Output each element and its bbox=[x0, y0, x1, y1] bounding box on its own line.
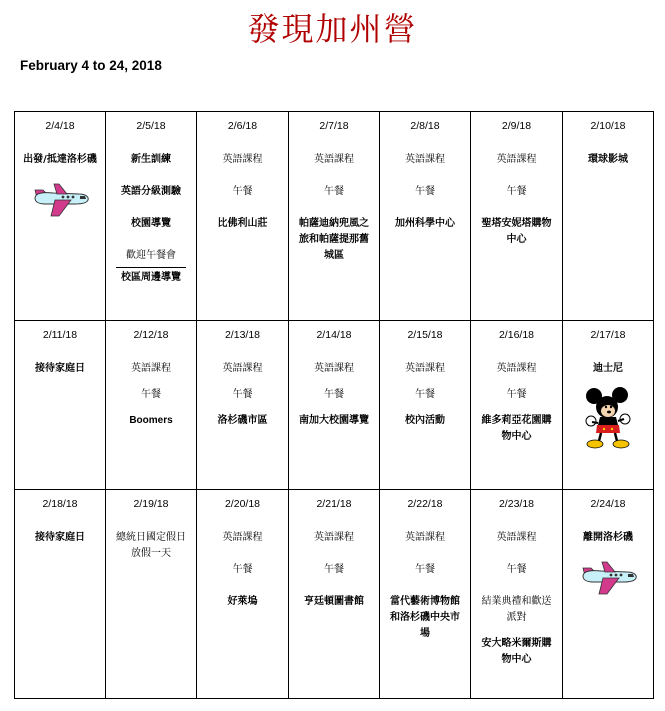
activity: 英語課程 bbox=[496, 363, 537, 374]
activity: 環球影城 bbox=[588, 154, 628, 165]
airplane-icon bbox=[577, 556, 639, 596]
activity: 校內活動 bbox=[405, 415, 445, 426]
activity: 好萊塢 bbox=[227, 596, 258, 607]
week-row bbox=[15, 490, 654, 699]
week-row bbox=[15, 321, 654, 490]
date-label: 2/22/18 bbox=[407, 498, 443, 510]
date-label: 2/11/18 bbox=[42, 329, 78, 341]
date-label: 2/15/18 bbox=[407, 329, 443, 341]
day-cell bbox=[380, 112, 471, 321]
activity: 午餐 bbox=[415, 389, 435, 400]
activity: 校區周邊導覽 bbox=[121, 272, 181, 283]
day-cell bbox=[106, 112, 197, 321]
date-label: 2/8/18 bbox=[410, 120, 440, 132]
activity: 接待家庭日 bbox=[35, 532, 85, 543]
activity: 英語課程 bbox=[496, 154, 537, 165]
activity: 英語課程 bbox=[222, 363, 263, 374]
date-range: February 4 to 24, 2018 bbox=[20, 58, 162, 73]
activity: 英語分級測驗 bbox=[121, 186, 181, 197]
date-label: 2/16/18 bbox=[498, 329, 535, 341]
activity: 英語課程 bbox=[222, 532, 263, 543]
airplane-icon bbox=[29, 178, 91, 218]
day-cell bbox=[471, 112, 563, 321]
activity: 歡迎午餐會 bbox=[126, 250, 176, 261]
date-label: 2/6/18 bbox=[227, 120, 258, 132]
day-cell bbox=[380, 321, 471, 490]
activity: 午餐 bbox=[415, 564, 435, 575]
day-cell bbox=[471, 321, 563, 490]
activity: 英語課程 bbox=[405, 532, 445, 543]
day-cell bbox=[563, 112, 654, 321]
activity: 英語課程 bbox=[131, 363, 171, 374]
activity: 午餐 bbox=[415, 186, 435, 197]
activity: 亨廷頓圖書館 bbox=[304, 596, 364, 607]
activity: Boomers bbox=[129, 415, 173, 426]
activity: 聖塔安妮塔購物中心 bbox=[481, 218, 552, 245]
activity: 當代藝術博物館和洛杉磯中央市場 bbox=[390, 596, 460, 639]
activity: 比佛利山莊 bbox=[217, 218, 268, 229]
day-cell bbox=[15, 490, 106, 699]
activity: 英語課程 bbox=[222, 154, 263, 165]
day-cell bbox=[289, 490, 380, 699]
date-label: 2/20/18 bbox=[224, 498, 261, 510]
activity: 英語課程 bbox=[314, 532, 354, 543]
activity: 結業典禮和歡送派對 bbox=[481, 596, 552, 623]
activity: 迪士尼 bbox=[593, 363, 623, 374]
date-label: 2/18/18 bbox=[42, 498, 78, 510]
activity: 洛杉磯市區 bbox=[217, 415, 268, 426]
day-cell bbox=[380, 490, 471, 699]
day-cell bbox=[15, 321, 106, 490]
activity: 維多莉亞花園購物中心 bbox=[481, 415, 552, 442]
day-cell bbox=[197, 490, 289, 699]
activity: 接待家庭日 bbox=[35, 363, 85, 374]
day-cell bbox=[563, 490, 654, 699]
activity: 午餐 bbox=[232, 564, 253, 575]
activity: 午餐 bbox=[506, 186, 527, 197]
date-label: 2/12/18 bbox=[133, 329, 169, 341]
week-row bbox=[15, 112, 654, 321]
activity: 新生訓練 bbox=[131, 154, 171, 165]
activity: 午餐 bbox=[324, 564, 344, 575]
date-label: 2/4/18 bbox=[45, 120, 75, 132]
day-cell bbox=[106, 321, 197, 490]
date-label: 2/10/18 bbox=[590, 120, 626, 132]
activity: 安大略米爾斯購物中心 bbox=[481, 638, 552, 665]
date-label: 2/9/18 bbox=[501, 120, 532, 132]
mickey-mouse-icon bbox=[583, 387, 633, 451]
day-cell bbox=[197, 112, 289, 321]
date-label: 2/17/18 bbox=[590, 329, 626, 341]
day-cell bbox=[471, 490, 563, 699]
activity: 午餐 bbox=[141, 389, 161, 400]
date-label: 2/14/18 bbox=[316, 329, 352, 341]
activity: 出發/抵達洛杉磯 bbox=[23, 154, 97, 165]
day-cell bbox=[563, 321, 654, 490]
activity: 英語課程 bbox=[405, 363, 445, 374]
day-cell bbox=[106, 490, 197, 699]
date-label: 2/19/18 bbox=[133, 498, 169, 510]
activity: 英語課程 bbox=[405, 154, 445, 165]
activity: 校園導覽 bbox=[131, 218, 171, 229]
activity: 加州科學中心 bbox=[395, 218, 455, 229]
activity: 午餐 bbox=[232, 186, 253, 197]
date-label: 2/13/18 bbox=[224, 329, 261, 341]
activity: 英語課程 bbox=[314, 154, 354, 165]
activity: 總統日國定假日放假一天 bbox=[116, 532, 186, 559]
activity: 帕薩迪納兜風之旅和帕薩提那舊城區 bbox=[299, 218, 369, 261]
day-cell bbox=[15, 112, 106, 321]
date-label: 2/21/18 bbox=[316, 498, 352, 510]
activity: 午餐 bbox=[324, 186, 344, 197]
activity: 午餐 bbox=[506, 564, 527, 575]
date-label: 2/7/18 bbox=[319, 120, 349, 132]
day-cell bbox=[289, 321, 380, 490]
schedule-table bbox=[14, 111, 654, 699]
day-cell bbox=[197, 321, 289, 490]
activity: 離開洛杉磯 bbox=[583, 532, 633, 543]
divider bbox=[116, 267, 186, 268]
date-label: 2/5/18 bbox=[136, 120, 166, 132]
page-title: 發現加州營 bbox=[247, 10, 418, 48]
day-cell bbox=[289, 112, 380, 321]
activity: 午餐 bbox=[232, 389, 253, 400]
activity: 英語課程 bbox=[496, 532, 537, 543]
activity: 英語課程 bbox=[314, 363, 354, 374]
activity: 午餐 bbox=[324, 389, 344, 400]
date-label: 2/23/18 bbox=[498, 498, 535, 510]
activity: 南加大校園導覽 bbox=[299, 415, 369, 426]
date-label: 2/24/18 bbox=[590, 498, 626, 510]
activity: 午餐 bbox=[506, 389, 527, 400]
